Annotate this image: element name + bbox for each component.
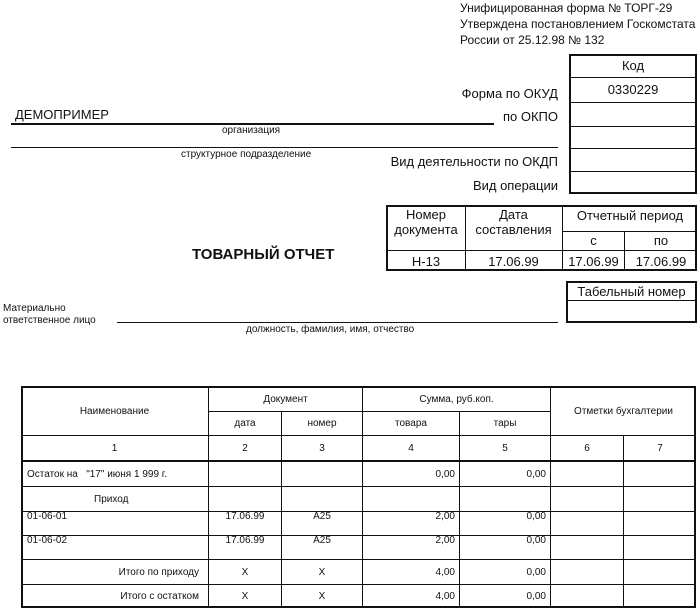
table-row-name: Итого с остатком (120, 590, 199, 602)
okud-label: Форма по ОКУД (461, 86, 558, 101)
okud-value: 0330229 (607, 82, 659, 97)
form-header (460, 0, 695, 48)
doc-number-value: Н-13 (411, 254, 441, 269)
doc-date-value: 17.06.99 (488, 254, 539, 269)
table-row-goods: 2,00 (435, 534, 455, 546)
period-header: Отчетный период (576, 208, 684, 223)
col-number: 2 (242, 442, 248, 454)
table-row-name: 01-06-01 (27, 510, 68, 522)
form-header-line3: России от 25.12.98 № 132 (460, 33, 605, 47)
table-row-goods: 4,00 (435, 590, 455, 602)
table-row-name: Приход (94, 493, 129, 505)
th-tare: тары (493, 418, 517, 429)
table-row-tare: 0,00 (526, 534, 546, 546)
th-date: дата (234, 418, 256, 429)
code-box (569, 54, 697, 194)
table-row-name: Остаток на "17" июня 1 999 г. (27, 468, 167, 480)
th-sum: Сумма, руб.коп. (419, 394, 494, 405)
table-row-name: 01-06-02 (27, 534, 68, 546)
page-title: ТОВАРНЫЙ ОТЧЕТ (192, 246, 335, 263)
responsible-caption: должность, фамилия, имя, отчество (246, 324, 415, 335)
doc-date-header: Дата составления (475, 207, 552, 237)
doc-number-header: Номер документа (394, 207, 458, 237)
organization-caption: организация (222, 125, 281, 136)
organization-name: ДЕМОПРИМЕР (15, 107, 109, 122)
form-header-line1: Унифицированная форма № ТОРГ-29 (460, 1, 673, 15)
table-row-tare: 0,00 (526, 566, 546, 578)
period-to-header: по (653, 233, 669, 248)
responsible-label (3, 303, 96, 327)
table-row-date: 17.06.99 (225, 510, 265, 522)
form-header-line2: Утверждена постановлением Госкомстата (460, 17, 696, 31)
period-to-value: 17.06.99 (635, 254, 687, 269)
table-row-goods: 4,00 (435, 566, 455, 578)
th-document: Документ (263, 394, 308, 405)
col-number: 3 (319, 442, 325, 454)
code-title: Код (621, 58, 645, 73)
col-number: 4 (408, 442, 414, 454)
table-row-goods: 2,00 (435, 510, 455, 522)
th-number: номер (307, 418, 337, 429)
table-row-number: А25 (313, 510, 331, 522)
table-row-tare: 0,00 (526, 468, 546, 480)
th-name: Наименование (79, 406, 150, 417)
col-number: 7 (657, 442, 663, 454)
table-row-number: X (318, 566, 326, 578)
table-row-goods: 0,00 (435, 468, 455, 480)
th-goods: товара (395, 418, 427, 429)
th-marks: Отметки бухгалтерии (574, 406, 673, 417)
table-row-tare: 0,00 (526, 510, 546, 522)
table-row-number: X (318, 590, 326, 602)
okdp-label: Вид деятельности по ОКДП (390, 154, 558, 169)
col-number: 6 (584, 442, 590, 454)
period-from-value: 17.06.99 (568, 254, 619, 269)
operation-label: Вид операции (472, 178, 558, 193)
responsible-label-line1: Материально (3, 303, 66, 314)
tabel-label: Табельный номер (577, 284, 686, 299)
table-row-date: X (241, 590, 249, 602)
responsible-label-line2: ответственное лицо (3, 315, 96, 326)
table-row-date: 17.06.99 (225, 534, 265, 546)
table-row-date: X (241, 566, 249, 578)
table-row-tare: 0,00 (526, 590, 546, 602)
col-number: 1 (111, 442, 118, 454)
table-row-name: Итого по приходу (118, 566, 199, 578)
period-from-header: с (590, 233, 597, 248)
col-number: 5 (502, 442, 508, 454)
okpo-label: по ОКПО (502, 109, 558, 124)
table-row-number: А25 (313, 534, 331, 546)
division-caption: структурное подразделение (181, 149, 312, 160)
